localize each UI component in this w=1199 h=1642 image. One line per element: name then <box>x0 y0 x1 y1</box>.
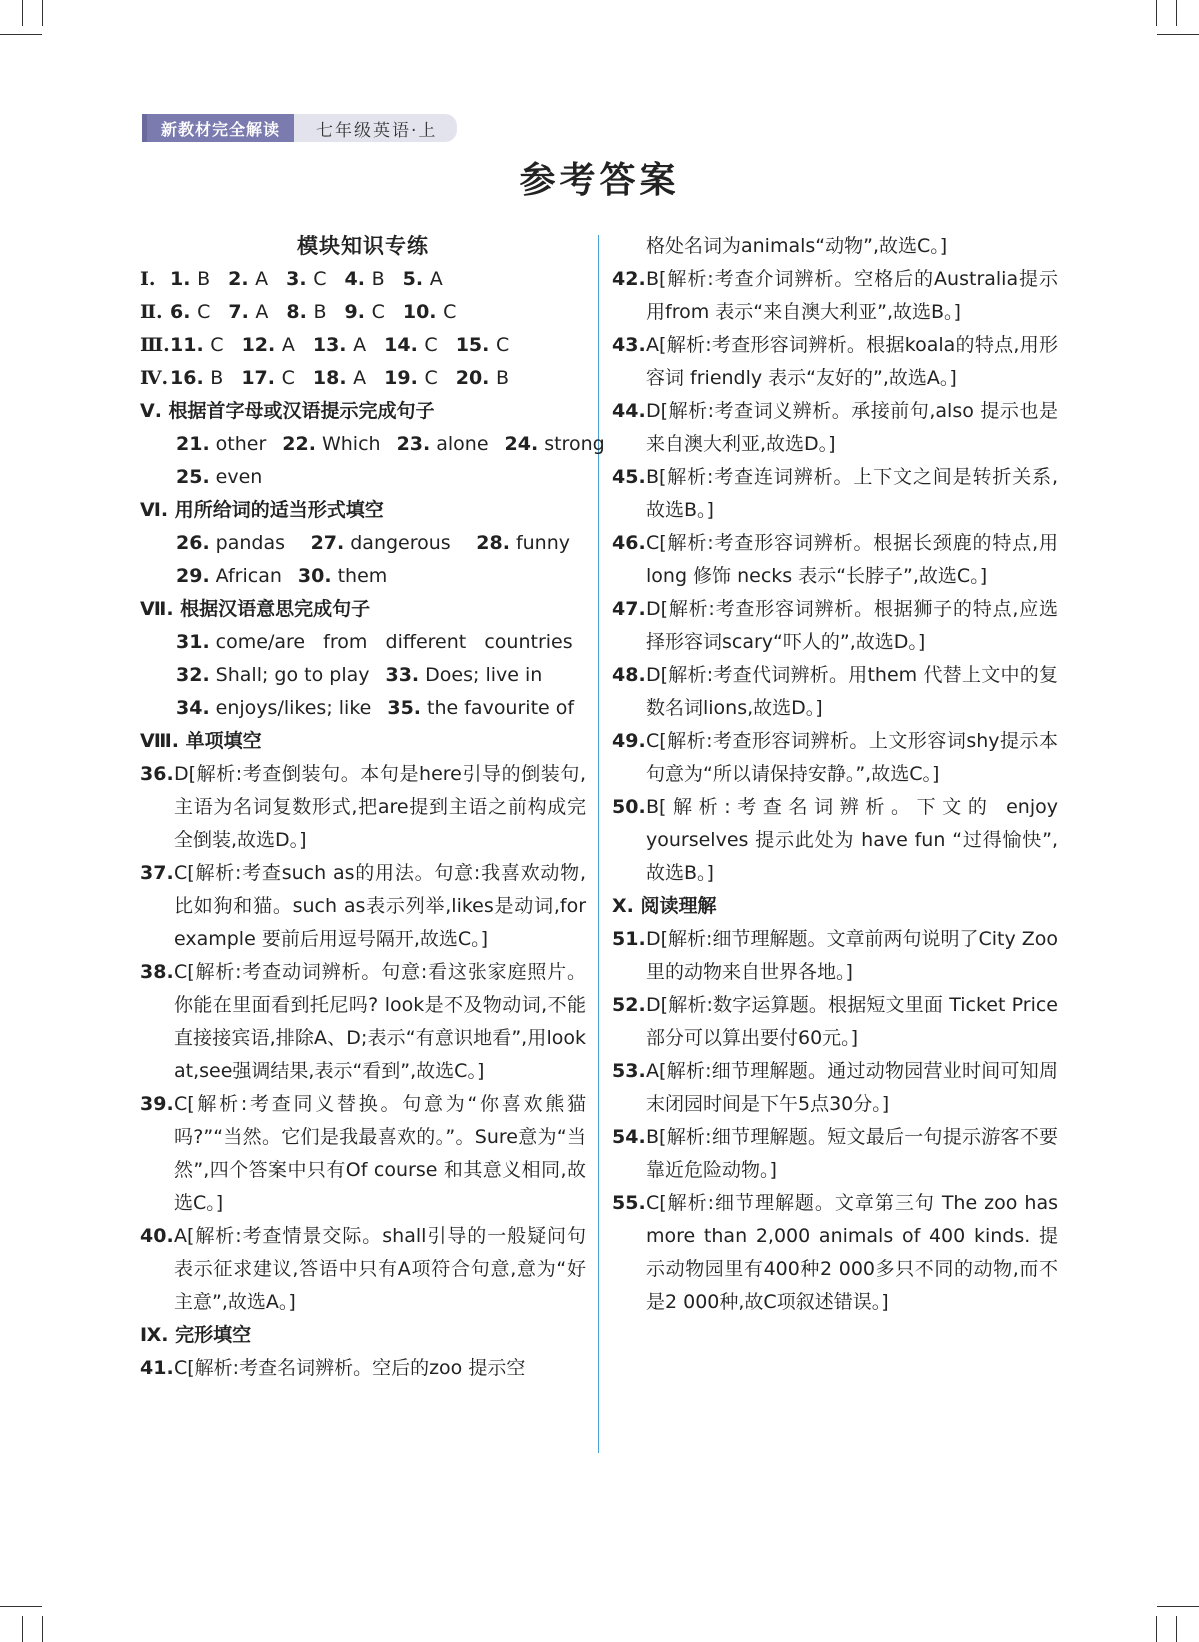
crop-mark <box>0 1606 42 1607</box>
answer-line <box>140 560 586 593</box>
answer-item <box>140 857 586 956</box>
answer: 31. come/are from different countries <box>176 631 573 653</box>
item-number: 50. <box>612 796 646 818</box>
crop-mark <box>22 0 23 26</box>
left-column <box>140 230 605 1385</box>
multiple-choice-rows <box>140 263 586 395</box>
item-text: D[解析:考查词义辨析。承接前句,also 提示也是来自澳大利亚,故选D。] <box>646 400 1058 455</box>
answer: 18. A <box>312 367 367 389</box>
answer: 25. even <box>176 466 263 488</box>
item-number: 42. <box>612 268 646 290</box>
answer: 19. C <box>384 367 438 389</box>
item-text: A[解析:考查情景交际。shall引导的一般疑问句表示征求建议,答语中只有A项符合句意,意为“好主意”,故选A。] <box>174 1225 586 1313</box>
section-heading: Ⅸ. 完形填空 <box>140 1324 252 1346</box>
answer-item <box>612 659 1058 725</box>
answer: 1. B <box>170 268 211 290</box>
item-text: C[解析:考查名词辨析。空后的zoo 提示空 <box>174 1357 526 1379</box>
item-number: 49. <box>612 730 646 752</box>
answer-item <box>612 1187 1058 1319</box>
answer-item <box>612 1121 1058 1187</box>
item-number: 43. <box>612 334 646 356</box>
item-text: C[解析:考查such as的用法。句意:我喜欢动物,比如狗和猫。such as表示列举,likes是动词,for example 要前后用逗号隔开,故选C。] <box>174 862 586 950</box>
answer: 6. C <box>170 301 211 323</box>
item-number: 53. <box>612 1060 646 1082</box>
answer: 11. C <box>170 334 224 356</box>
answer-item <box>612 923 1058 989</box>
answer-line <box>140 527 586 560</box>
crop-mark <box>1156 1616 1157 1642</box>
item-number: 36. <box>140 763 174 785</box>
page-title: 参考答案 <box>519 159 680 201</box>
item-text: D[解析:数字运算题。根据短文里面 Ticket Price部分可以算出要付60元。] <box>646 994 1058 1049</box>
explained-answers <box>612 923 1058 1319</box>
item-number: 47. <box>612 598 646 620</box>
item-continuation: 格处名词为animals“动物”,故选C。] <box>646 235 948 257</box>
column-divider <box>598 235 599 1453</box>
item-number: 38. <box>140 961 174 983</box>
item-number: 37. <box>140 862 174 884</box>
answer: 12. A <box>241 334 295 356</box>
item-text: C[解析:考查同义替换。句意为“你喜欢熊猫吗?”“当然。它们是我最喜欢的。”。Sure意为“当然”,四个答案中只有Of course 和其意义相同,故选C。] <box>174 1093 586 1214</box>
item-number: 51. <box>612 928 646 950</box>
answer: 30. them <box>297 565 388 587</box>
item-text: C[解析:细节理解题。文章第三句 The zoo has more than 2,000 animals of 400 kinds. 提示动物园里有400种2 000多只不同的动物,而不是2 000种,故C项叙述错误。] <box>646 1192 1058 1313</box>
right-column <box>612 230 1058 1319</box>
crop-mark <box>42 1616 43 1642</box>
item-text: A[解析:考查形容词辨析。根据koala的特点,用形容词 friendly 表示“友好的”,故选A。] <box>646 334 1058 389</box>
crop-mark <box>42 0 43 26</box>
answer-row <box>140 263 586 296</box>
answer-row <box>140 329 586 362</box>
answer: 8. B <box>286 301 327 323</box>
answer: 17. C <box>241 367 295 389</box>
answer-row <box>140 296 586 329</box>
explained-answers <box>612 263 1058 890</box>
answer-item <box>612 593 1058 659</box>
item-text: C[解析:考查形容词辨析。根据长颈鹿的特点,用 long 修饰 necks 表示“长脖子”,故选C。] <box>646 532 1058 587</box>
answer: 28. funny <box>476 532 570 554</box>
answer-line <box>140 692 586 725</box>
answer: 20. B <box>455 367 510 389</box>
answer: 10. C <box>402 301 457 323</box>
answer-item <box>612 791 1058 890</box>
item-number: 52. <box>612 994 646 1016</box>
answer-item <box>140 1220 586 1319</box>
answer: 7. A <box>228 301 269 323</box>
item-number: 46. <box>612 532 646 554</box>
answer-item <box>140 956 586 1088</box>
item-number: 45. <box>612 466 646 488</box>
section-heading: Ⅵ. 用所给词的适当形式填空 <box>140 499 384 521</box>
roman-numeral: Ⅱ. <box>140 301 163 323</box>
item-number: 41. <box>140 1357 174 1379</box>
answer: 33. Does; live in <box>385 664 543 686</box>
section-heading: Ⅴ. 根据首字母或汉语提示完成句子 <box>140 400 435 422</box>
section-title: 模块知识专练 <box>297 234 429 258</box>
answer-row <box>140 362 586 395</box>
answer: 21. other <box>176 433 267 455</box>
crop-mark <box>1176 1616 1177 1642</box>
item-text: C[解析:考查形容词辨析。上文形容词shy提示本句意为“所以请保持安静。”,故选C。] <box>646 730 1058 785</box>
answer: 26. pandas <box>176 532 286 554</box>
crop-mark <box>1157 1606 1199 1607</box>
item-text: C[解析:考查动词辨析。句意:看这张家庭照片。你能在里面看到托尼吗? look是不及物动词,不能直接接宾语,排除A、D;表示“有意识地看”,用look at,see强调结果,表示“看到”,故选C。] <box>174 961 586 1082</box>
answer-line <box>140 659 586 692</box>
crop-mark <box>0 34 42 35</box>
answer: 34. enjoys/likes; like <box>176 697 372 719</box>
item-text: B[解析:细节理解题。短文最后一句提示游客不要靠近危险动物。] <box>646 1126 1058 1181</box>
answer-line <box>140 428 605 461</box>
answer: 29. African <box>176 565 282 587</box>
item-number: 44. <box>612 400 646 422</box>
answer: 3. C <box>286 268 327 290</box>
running-header <box>142 114 457 142</box>
answer-item <box>140 1352 586 1385</box>
answer-item <box>612 989 1058 1055</box>
answer: 9. C <box>344 301 385 323</box>
item-number: 54. <box>612 1126 646 1148</box>
answer: 5. A <box>402 268 443 290</box>
answer-line <box>140 626 586 659</box>
item-number: 40. <box>140 1225 174 1247</box>
crop-mark <box>1176 0 1177 26</box>
answer-line <box>140 461 586 494</box>
answer-item <box>140 758 586 857</box>
answer-item <box>612 527 1058 593</box>
item-number: 39. <box>140 1093 174 1115</box>
answer: 23. alone <box>396 433 489 455</box>
answer: 4. B <box>344 268 385 290</box>
item-text: A[解析:细节理解题。通过动物园营业时间可知周末闭园时间是下午5点30分。] <box>646 1060 1058 1115</box>
section-heading: Ⅷ. 单项填空 <box>140 730 262 752</box>
roman-numeral: Ⅳ. <box>140 367 169 389</box>
item-number: 55. <box>612 1192 646 1214</box>
item-text: D[解析:考查代词辨析。用them 代替上文中的复数名词lions,故选D。] <box>646 664 1058 719</box>
answer-item <box>612 395 1058 461</box>
answer-item <box>140 1088 586 1220</box>
header-subtitle: 七年级英语·上 <box>294 114 457 142</box>
answer: 22. Which <box>282 433 381 455</box>
crop-mark <box>22 1616 23 1642</box>
section-heading: Ⅶ. 根据汉语意思完成句子 <box>140 598 371 620</box>
item-text: B[解析:考查连词辨析。上下文之间是转折关系,故选B。] <box>646 466 1058 521</box>
roman-numeral: Ⅲ. <box>140 334 170 356</box>
answer: 32. Shall; go to play <box>176 664 370 686</box>
answer-item <box>612 725 1058 791</box>
answer: 13. A <box>312 334 367 356</box>
answer-item <box>612 263 1058 329</box>
header-book-tag: 新教材完全解读 <box>147 114 294 142</box>
answer-item <box>612 461 1058 527</box>
item-text: D[解析:细节理解题。文章前两句说明了City Zoo里的动物来自世界各地。] <box>646 928 1058 983</box>
answer-item <box>612 329 1058 395</box>
crop-mark <box>1157 34 1199 35</box>
explained-answers <box>140 758 586 1319</box>
answer: 27. dangerous <box>310 532 451 554</box>
answer-item <box>612 1055 1058 1121</box>
answer: 35. the favourite of <box>387 697 575 719</box>
crop-mark <box>1156 0 1157 26</box>
answer: 15. C <box>455 334 510 356</box>
roman-numeral: Ⅰ. <box>140 268 156 290</box>
item-text: B[解析:考查名词辨析。下文的 enjoy yourselves 提示此处为 have fun “过得愉快”,故选B。] <box>646 796 1058 884</box>
answer: 14. C <box>384 334 438 356</box>
section-heading: Ⅹ. 阅读理解 <box>612 895 717 917</box>
item-number: 48. <box>612 664 646 686</box>
answer: 24. strong <box>504 433 605 455</box>
item-text: D[解析:考查倒装句。本句是here引导的倒装句,主语为名词复数形式,把are提到主语之前构成完全倒装,故选D。] <box>174 763 586 851</box>
answer: 2. A <box>228 268 269 290</box>
item-text: D[解析:考查形容词辨析。根据狮子的特点,应选择形容词scary“吓人的”,故选D。] <box>646 598 1058 653</box>
answer: 16. B <box>170 367 224 389</box>
item-text: B[解析:考查介词辨析。空格后的Australia提示用from 表示“来自澳大利亚”,故选B。] <box>646 268 1058 323</box>
